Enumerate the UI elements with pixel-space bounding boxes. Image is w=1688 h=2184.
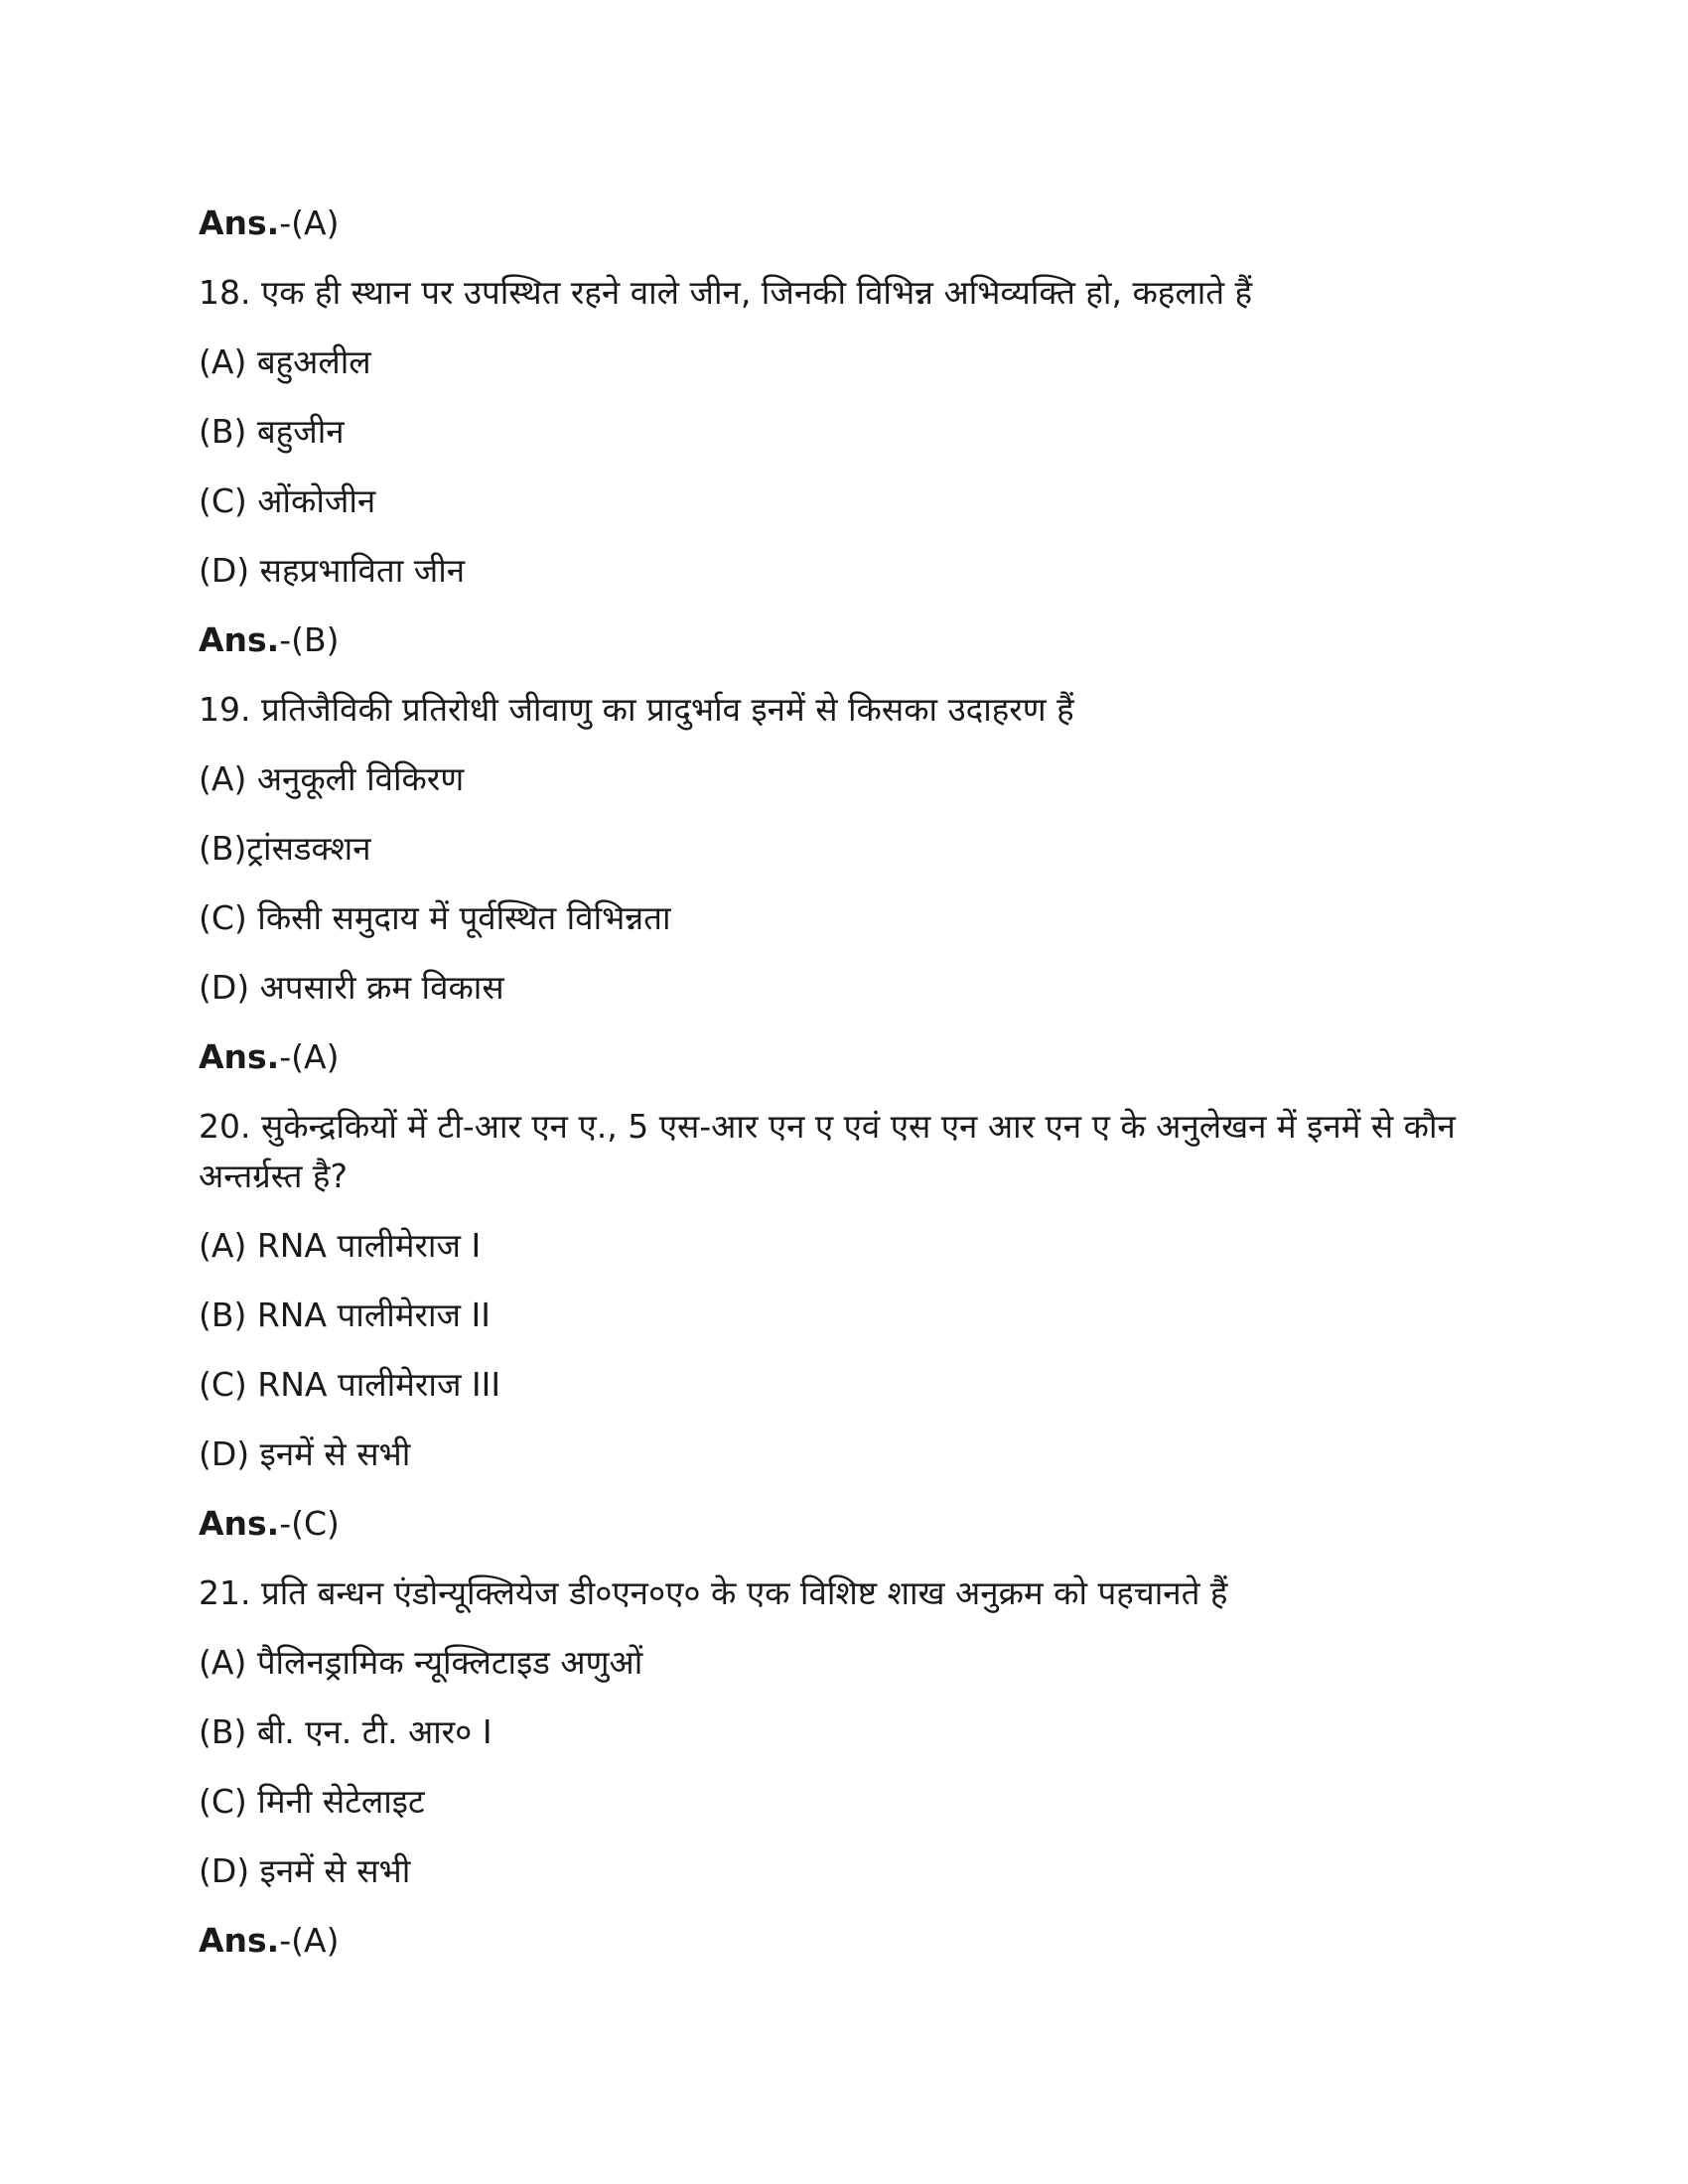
document-content xyxy=(199,199,1489,1985)
answer-label: Ans. xyxy=(199,1921,280,1960)
answer-value: -(A) xyxy=(279,1037,340,1076)
option-b: (B) RNA पालीमेराज II xyxy=(199,1296,491,1334)
option-a: (A) अनुकूली विकिरण xyxy=(199,759,465,798)
option-a: (A) बहुअलील xyxy=(199,342,371,381)
question-21: 21. प्रति बन्धन एंडोन्यूक्लियेज डी०एन०ए० के एक विशिष्ट शाख अनुक्रम को पहचानते हैं xyxy=(199,1573,1228,1612)
question-18: 18. एक ही स्थान पर उपस्थित रहने वाले जीन, जिनकी विभिन्न अभिव्यक्ति हो, कहलाते हैं xyxy=(199,273,1253,312)
answer-label: Ans. xyxy=(199,1504,280,1543)
answer-label: Ans. xyxy=(199,620,280,659)
option-b: (B) बी. एन. टी. आर० I xyxy=(199,1712,492,1751)
answer-value: -(A) xyxy=(279,204,340,242)
answer-line xyxy=(199,615,1489,665)
answer-value: -(B) xyxy=(279,620,340,659)
question-20: 20. सुकेन्द्रकियों में टी-आर एन ए., 5 एस-आर एन ए एवं एस एन आर एन ए के अनुलेखन में इनमें से कौन अन्तर्ग्रस्त है? xyxy=(199,1107,1456,1195)
option-d: (D) अपसारी क्रम विकास xyxy=(199,968,504,1007)
option-d: (D) इनमें से सभी xyxy=(199,1851,411,1890)
option-b: (B) बहुजीन xyxy=(199,412,345,451)
answer-line xyxy=(199,1499,1489,1549)
answer-line xyxy=(199,1032,1489,1082)
option-c: (C) मिनी सेटेलाइट xyxy=(199,1782,425,1821)
option-b: (B)ट्रांसडक्शन xyxy=(199,829,371,868)
answer-label: Ans. xyxy=(199,1037,280,1076)
option-d: (D) सहप्रभाविता जीन xyxy=(199,551,466,590)
option-c: (C) किसी समुदाय में पूर्वस्थित विभिन्नता xyxy=(199,898,671,937)
option-a: (A) पैलिनड्रामिक न्यूक्लिटाइड अणुओं xyxy=(199,1643,643,1682)
answer-value: -(C) xyxy=(279,1504,340,1543)
option-a: (A) RNA पालीमेराज I xyxy=(199,1226,482,1265)
option-c: (C) RNA पालीमेराज III xyxy=(199,1365,501,1404)
option-d: (D) इनमें से सभी xyxy=(199,1434,411,1473)
question-19: 19. प्रतिजैविकी प्रतिरोधी जीवाणु का प्रादुर्भाव इनमें से किसका उदाहरण हैं xyxy=(199,690,1074,729)
answer-line xyxy=(199,1916,1489,1966)
answer-value: -(A) xyxy=(279,1921,340,1960)
option-c: (C) ओंकोजीन xyxy=(199,481,376,520)
answer-line xyxy=(199,199,1489,248)
answer-label: Ans. xyxy=(199,204,280,242)
